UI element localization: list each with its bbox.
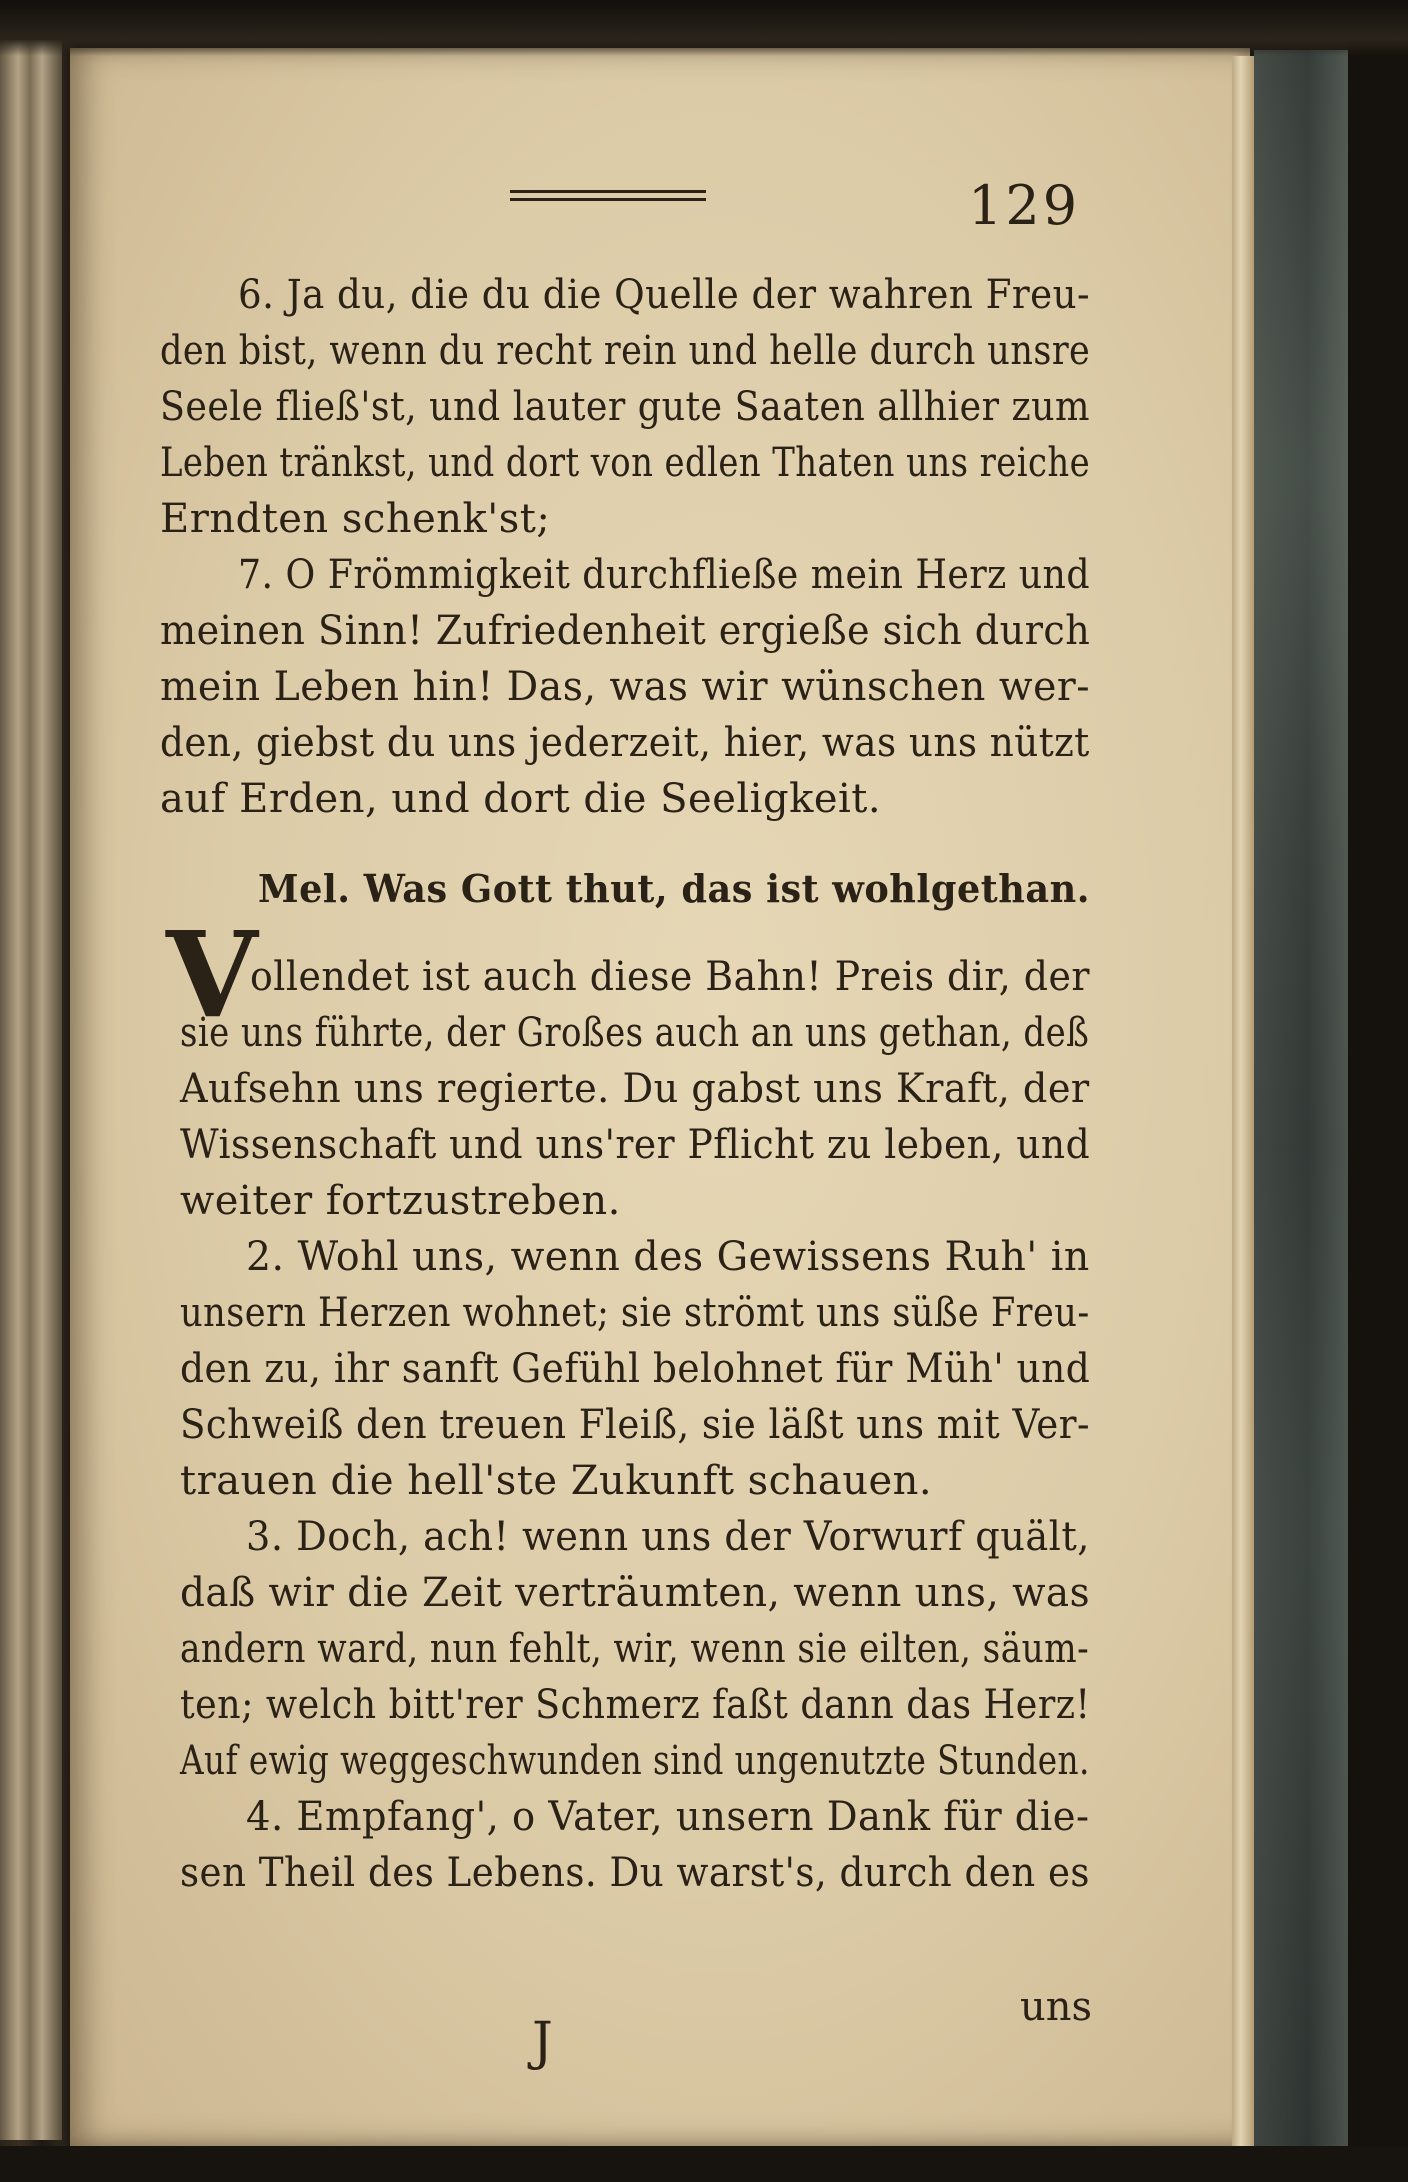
text-line: Seele fließ'st, und lauter gute Saaten allhier zum	[160, 384, 1091, 430]
text-line: meinen Sinn! Zufriedenheit ergieße sich durch	[160, 608, 1091, 654]
text-line: den, giebst du uns jederzeit, hier, was uns nützt	[160, 720, 1090, 766]
text-line: Aufsehn uns regierte. Du gabst uns Kraft, der	[180, 1066, 1090, 1112]
text-line: 6. Ja du, die du die Quelle der wahren Freu-	[238, 272, 1091, 318]
text-line: auf Erden, und dort die Seeligkeit.	[160, 776, 882, 822]
text-line: 2. Wohl uns, wenn des Gewissens Ruh' in	[246, 1234, 1090, 1280]
text-line: den zu, ihr sanft Gefühl belohnet für Müh' und	[180, 1346, 1091, 1392]
text-line: trauen die hell'ste Zukunft schauen.	[180, 1458, 933, 1504]
text-line: daß wir die Zeit verträumten, wenn uns, was	[180, 1570, 1091, 1616]
signature-mark: J	[532, 2012, 553, 2072]
page-edge	[1232, 56, 1254, 2146]
text-line: Erndten schenk'st;	[160, 496, 551, 542]
text-line: Schweiß den treuen Fleiß, sie läßt uns mit Ver-	[180, 1402, 1090, 1448]
page-number: 129	[968, 174, 1081, 237]
text-line: sen Theil des Lebens. Du warst's, durch den es	[180, 1850, 1090, 1896]
hymn-initial: V	[166, 905, 258, 1044]
text-line: weiter fortzustreben.	[180, 1178, 621, 1224]
catchword: uns	[1020, 1984, 1093, 2030]
header-double-rule	[510, 188, 706, 204]
text-line: mein Leben hin! Das, was wir wünschen wer-	[160, 664, 1091, 710]
top-shadow	[0, 0, 1408, 56]
text-line: unsern Herzen wohnet; sie strömt uns süße Freu-	[180, 1290, 1090, 1336]
text-line: den bist, wenn du recht rein und helle durch unsre	[160, 328, 1091, 374]
melody-heading: Mel. Was Gott thut, das ist wohlgethan.	[258, 866, 1090, 911]
text-line: Wissenschaft und uns'rer Pflicht zu leben, und	[180, 1122, 1091, 1168]
text-line: Leben tränkst, und dort von edlen Thaten uns reiche	[160, 440, 1091, 486]
text-line: Auf ewig weggeschwunden sind ungenutzte Stunden.	[180, 1738, 1090, 1784]
scan-border	[1348, 0, 1408, 2182]
bottom-shadow	[0, 2146, 1408, 2182]
left-page-gutter	[0, 40, 62, 2140]
text-line: 4. Empfang', o Vater, unsern Dank für die-	[246, 1794, 1090, 1840]
text-line: sie uns führte, der Großes auch an uns gethan, deß	[180, 1010, 1090, 1056]
text-line: andern ward, nun fehlt, wir, wenn sie eilten, säum-	[180, 1626, 1090, 1672]
text-line: 3. Doch, ach! wenn uns der Vorwurf quält,	[246, 1514, 1090, 1560]
text-line: ten; welch bitt'rer Schmerz faßt dann das Herz!	[180, 1682, 1091, 1728]
hymn-first-line: ollendet ist auch diese Bahn! Preis dir, der	[250, 954, 1090, 1000]
text-line: 7. O Frömmigkeit durchfließe mein Herz und	[238, 552, 1091, 598]
